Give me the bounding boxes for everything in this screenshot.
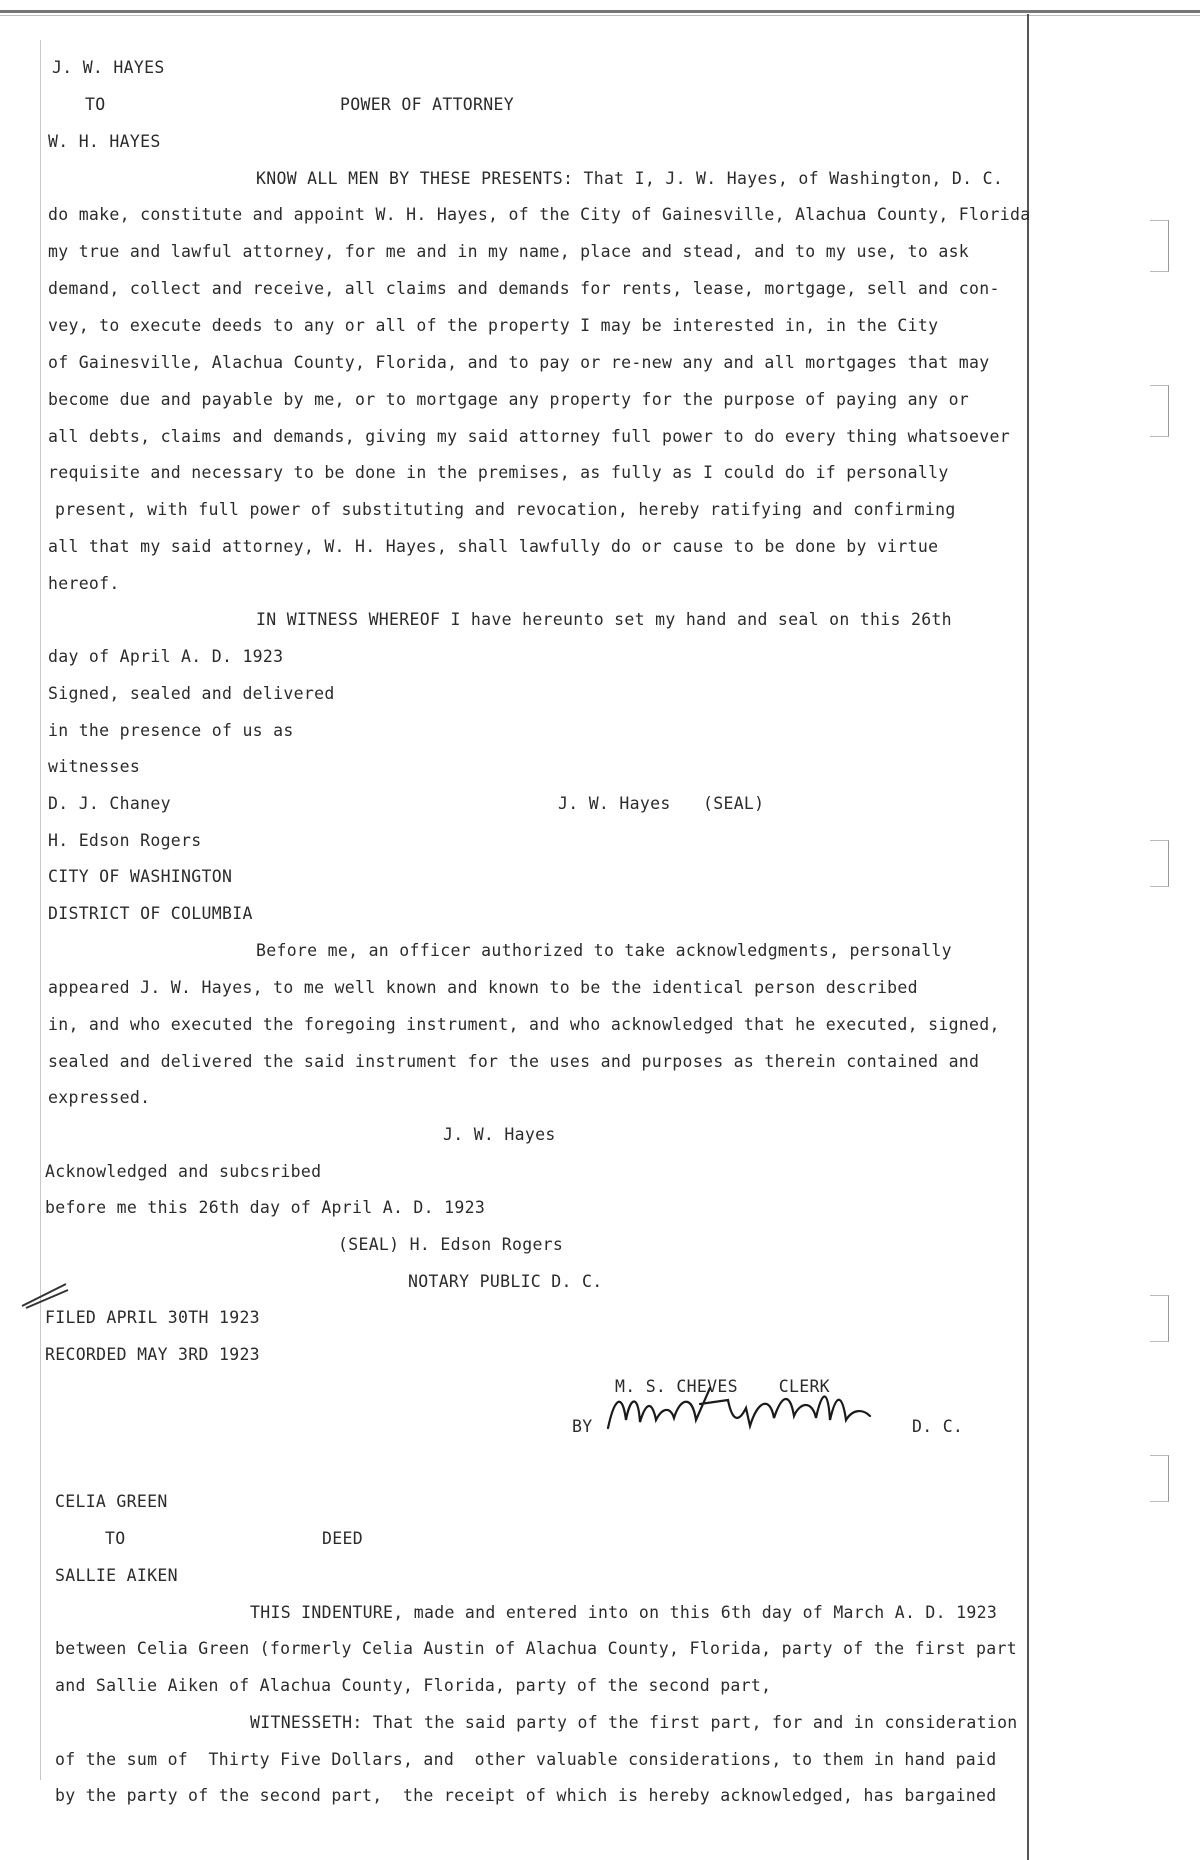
poa-body-line: demand, collect and receive, all claims and demands for rents, lease, mortgage, sell and con- (48, 279, 1000, 298)
subscribed-line: Acknowledged and subcsribed (45, 1162, 322, 1181)
subscribed-line: before me this 26th day of April A. D. 1923 (45, 1198, 486, 1217)
deed-grantor: CELIA GREEN (55, 1492, 168, 1511)
poa-body-line: hereof. (48, 574, 120, 593)
witnesseth-line: of the sum of Thirty Five Dollars, and other valuable considerations, to them in hand paid (55, 1750, 997, 1769)
dc-label: D. C. (912, 1417, 964, 1436)
deed-body-line: THIS INDENTURE, made and entered into on this 6th day of March A. D. 1923 (250, 1603, 998, 1622)
right-margin-line (1027, 14, 1029, 1860)
venue-city: CITY OF WASHINGTON (48, 867, 233, 886)
margin-bracket-mark (1150, 1455, 1169, 1502)
seal-label: (SEAL) (703, 794, 765, 813)
signed-line: Signed, sealed and delivered (48, 684, 335, 703)
poa-body-line: requisite and necessary to be done in the premises, as fully as I could do if personally (48, 463, 949, 482)
poa-body-line: present, with full power of substituting and revocation, hereby ratifying and confirming (55, 500, 956, 519)
recorded-stamp: RECORDED MAY 3RD 1923 (45, 1345, 260, 1364)
signer-name: J. W. Hayes (558, 794, 671, 813)
witness-clause: IN WITNESS WHEREOF I have hereunto set my hand and seal on this 26th (256, 610, 952, 629)
signed-line: witnesses (48, 757, 141, 776)
ack-signer: J. W. Hayes (443, 1125, 556, 1144)
deed-title: DEED (322, 1529, 363, 1548)
left-margin-line (40, 40, 41, 1780)
margin-bracket-mark (1150, 1295, 1169, 1342)
poa-grantee: W. H. HAYES (48, 132, 161, 151)
clerk-signature-icon (600, 1380, 890, 1440)
by-label: BY (572, 1417, 593, 1436)
margin-bracket-mark (1150, 840, 1169, 887)
acknowledgment-line: appeared J. W. Hayes, to me well known and known to be the identical person described (48, 978, 918, 997)
poa-body-line: KNOW ALL MEN BY THESE PRESENTS: That I, J. W. Hayes, of Washington, D. C. (256, 169, 1004, 188)
witness-name: D. J. Chaney (48, 794, 171, 813)
poa-body-line: all debts, claims and demands, giving my said attorney full power to do every thing whatsoever (48, 427, 1010, 446)
filed-stamp: FILED APRIL 30TH 1923 (45, 1308, 260, 1327)
witness-name: H. Edson Rogers (48, 831, 202, 850)
top-border (0, 10, 1200, 13)
acknowledgment-line: Before me, an officer authorized to take acknowledgments, personally (256, 941, 952, 960)
witness-date: day of April A. D. 1923 (48, 647, 284, 666)
signed-line: in the presence of us as (48, 721, 294, 740)
poa-title: POWER OF ATTORNEY (340, 95, 514, 114)
notary-title: NOTARY PUBLIC D. C. (408, 1272, 603, 1291)
margin-bracket-mark (1150, 385, 1169, 437)
deed-grantee: SALLIE AIKEN (55, 1566, 178, 1585)
deed-body-line: and Sallie Aiken of Alachua County, Florida, party of the second part, (55, 1676, 772, 1695)
poa-body-line: all that my said attorney, W. H. Hayes, shall lawfully do or cause to be done by virtue (48, 537, 939, 556)
acknowledgment-line: in, and who executed the foregoing instrument, and who acknowledged that he executed, signed, (48, 1015, 1000, 1034)
poa-body-line: become due and payable by me, or to mortgage any property for the purpose of paying any or (48, 390, 970, 409)
top-border-inner (0, 15, 1200, 16)
margin-bracket-mark (1150, 220, 1169, 272)
filing-slash-mark (20, 1280, 70, 1310)
witnesseth-line: by the party of the second part, the receipt of which is hereby acknowledged, has bargained (55, 1786, 997, 1805)
poa-body-line: vey, to execute deeds to any or all of the property I may be interested in, in the City (48, 316, 939, 335)
clerk-name: M. S. CHEVES CLERK (615, 1377, 830, 1396)
poa-body-line: my true and lawful attorney, for me and in my name, place and stead, and to my use, to ask (48, 242, 970, 261)
deed-body-line: between Celia Green (formerly Celia Austin of Alachua County, Florida, party of the first part (55, 1639, 1017, 1658)
venue-district: DISTRICT OF COLUMBIA (48, 904, 253, 923)
poa-grantor: J. W. HAYES (52, 58, 165, 77)
witnesseth-line: WITNESSETH: That the said party of the first part, for and in consideration (250, 1713, 1018, 1732)
acknowledgment-line: expressed. (48, 1088, 151, 1107)
poa-body-line: of Gainesville, Alachua County, Florida, and to pay or re-new any and all mortgages that may (48, 353, 990, 372)
poa-to: TO (85, 95, 106, 114)
notary-name: (SEAL) H. Edson Rogers (338, 1235, 564, 1254)
acknowledgment-line: sealed and delivered the said instrument for the uses and purposes as therein contained and (48, 1052, 980, 1071)
deed-to: TO (105, 1529, 126, 1548)
poa-body-line: do make, constitute and appoint W. H. Hayes, of the City of Gainesville, Alachua County, Florida (48, 205, 1031, 224)
